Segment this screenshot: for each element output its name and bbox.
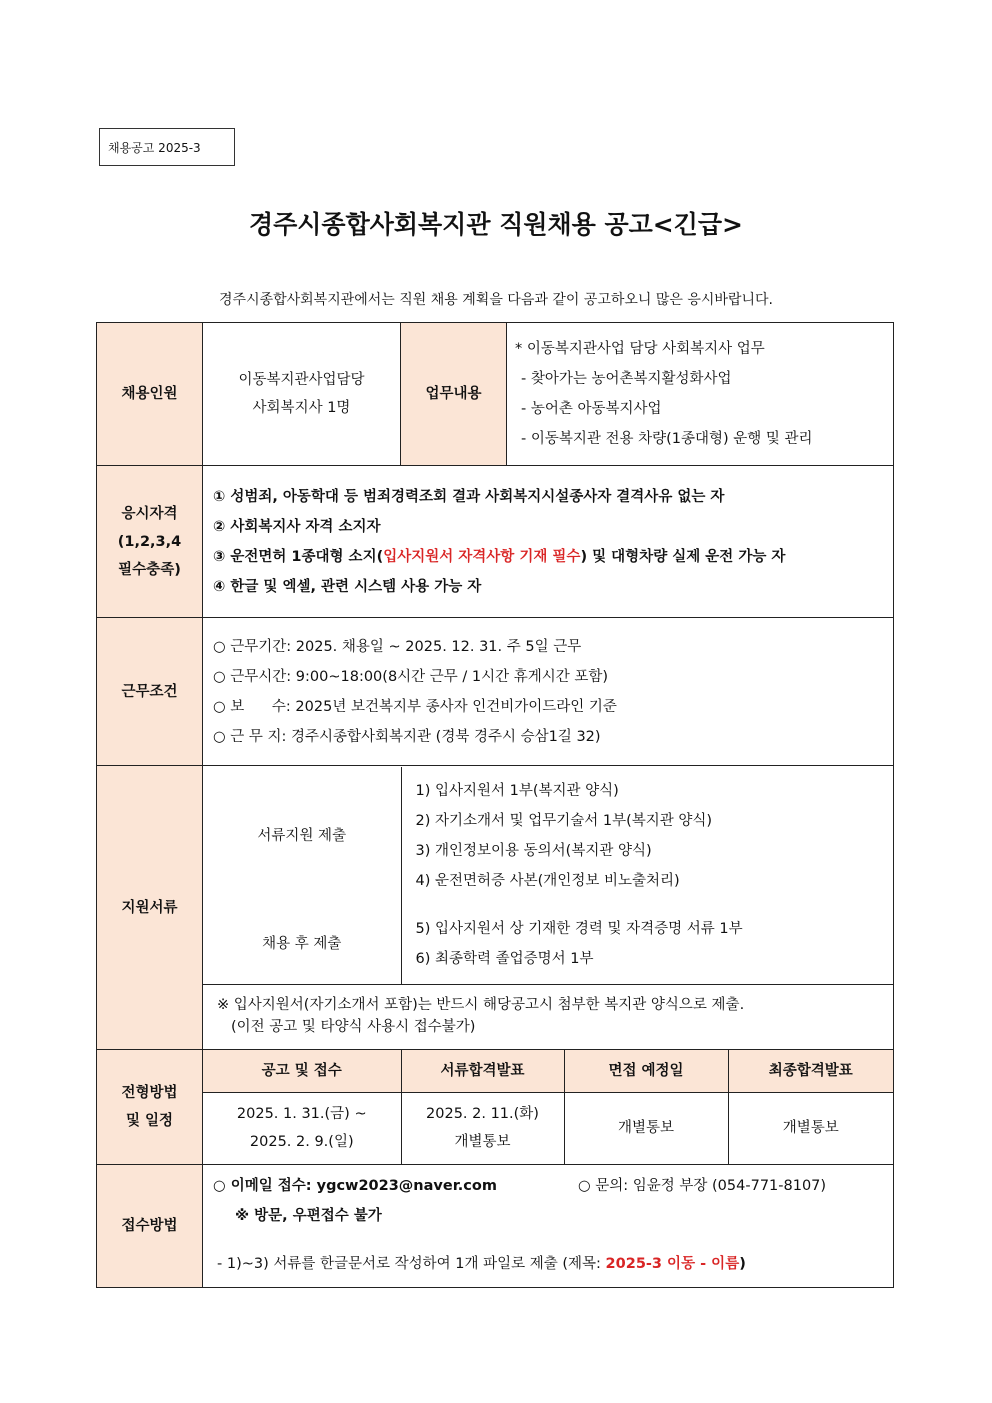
documents-content [203, 766, 894, 1050]
apply-instruction-title: 2025-3 이동 - 이름 [605, 1255, 740, 1272]
documents-note-line2: (이전 공고 및 타양식 사용시 접수불가) [231, 1019, 476, 1036]
condition-item: ○ 보 수: 2025년 보건복지부 종사자 인건비가이드라인 기준 [213, 698, 617, 715]
qualification-item-3-required: 입사지원서 자격사항 기재 필수 [383, 548, 581, 565]
recruit-row [97, 323, 894, 466]
recruit-label: 채용인원 [97, 323, 203, 466]
schedule-header: 서류합격발표 [401, 1050, 564, 1092]
condition-item: ○ 근 무 지: 경주시종합사회복지관 (경북 경주시 승삼1길 32) [213, 728, 601, 745]
doc-submit-list [401, 767, 893, 904]
posting-period-line2: 2025. 2. 9.(일) [249, 1134, 354, 1151]
condition-item: ○ 근무시간: 9:00~18:00(8시간 근무 / 1시간 휴게시간 포함) [213, 668, 609, 685]
apply-instruction [203, 1237, 893, 1287]
schedule-label-line1: 전형방법 [121, 1085, 178, 1101]
documents-note-line1: ※ 입사지원서(자기소개서 포함)는 반드시 해당공고시 첨부한 복지관 양식으로 제출. [217, 997, 745, 1014]
doc-result-line1: 2025. 2. 11.(화) [426, 1106, 539, 1123]
position-line2: 사회복지사 1명 [252, 400, 351, 416]
doc-item: 2) 자기소개서 및 업무기술서 1부(복지관 양식) [415, 812, 713, 829]
conditions-label: 근무조건 [97, 618, 203, 766]
schedule-cell-final: 개별통보 [782, 1120, 839, 1137]
schedule-label-line2: 및 일정 [125, 1113, 174, 1129]
qualification-row [97, 466, 894, 618]
recruitment-table [96, 322, 894, 1288]
schedule-cell-doc-result [401, 1092, 564, 1164]
duty-label: 업무내용 [401, 323, 507, 466]
duty-item: - 농어촌 아동복지사업 [521, 401, 662, 417]
intro-text: 경주시종합사회복지관에서는 직원 채용 계획을 다음과 같이 공고하오니 많은 응시바랍니다. [219, 292, 773, 308]
conditions-list [203, 618, 894, 766]
conditions-row [97, 618, 894, 766]
after-item: 6) 최종학력 졸업증명서 1부 [415, 950, 594, 967]
after-hire-list [401, 904, 893, 984]
schedule-cell-interview: 개별통보 [564, 1092, 728, 1164]
qualification-label-line3: 필수충족) [118, 561, 181, 578]
qualification-item-4: ④ 한글 및 엑셀, 관련 시스템 사용 가능 자 [213, 578, 482, 595]
documents-row [97, 766, 894, 1050]
recruit-position [203, 323, 401, 466]
doc-submit-label: 서류지원 제출 [203, 767, 401, 904]
condition-item: ○ 근무기간: 2025. 채용일 ~ 2025. 12. 31. 주 5일 근무 [213, 638, 582, 655]
schedule-cell-posting [203, 1092, 401, 1164]
after-hire-label: 채용 후 제출 [203, 904, 401, 984]
schedule-header: 최종합격발표 [728, 1050, 893, 1092]
qualification-item-1: ① 성범죄, 아동학대 등 범죄경력조회 결과 사회복지시설종사자 결격사유 없는 자 [213, 488, 725, 505]
qualification-item-3 [213, 542, 892, 572]
schedule-content [203, 1050, 894, 1165]
apply-top [203, 1165, 893, 1237]
schedule-header: 공고 및 접수 [203, 1050, 401, 1092]
qualification-item-3-pre: ③ 운전면허 1종대형 소지( [213, 548, 384, 565]
apply-email: ○ 이메일 접수: ygcw2023@naver.com [213, 1178, 497, 1194]
documents-label: 지원서류 [97, 766, 203, 1050]
apply-content [203, 1165, 894, 1288]
schedule-label [97, 1050, 203, 1165]
position-line1: 이동복지관사업담당 [238, 372, 365, 388]
schedule-header: 면접 예정일 [564, 1050, 728, 1092]
qualification-list [203, 466, 894, 618]
duty-item: - 이동복지관 전용 차량(1종대형) 운행 및 관리 [521, 431, 813, 447]
apply-contact: ○ 문의: 임윤정 부장 (054-771-8107) [578, 1178, 827, 1194]
schedule-row [97, 1050, 894, 1165]
apply-row [97, 1165, 894, 1288]
apply-label: 접수방법 [97, 1165, 203, 1288]
notice-number: 채용공고 2025-3 [99, 128, 235, 166]
duty-item: * 이동복지관사업 담당 사회복지사 업무 [515, 341, 765, 357]
doc-item: 3) 개인정보이용 동의서(복지관 양식) [415, 842, 652, 859]
schedule-table [203, 1050, 893, 1164]
qualification-label [97, 466, 203, 618]
after-item: 5) 입사지원서 상 기재한 경력 및 자격증명 서류 1부 [415, 920, 743, 937]
qualification-label-line2: (1,2,3,4 [117, 533, 182, 550]
apply-no-visit: ※ 방문, 우편접수 불가 [235, 1208, 382, 1224]
apply-instruction-post: ) [739, 1255, 746, 1272]
documents-inner-table [203, 767, 893, 1048]
apply-inner-table [203, 1165, 893, 1287]
qualification-label-line1: 응시자격 [121, 505, 178, 522]
documents-note [203, 984, 893, 1048]
posting-period-line1: 2025. 1. 31.(금) ~ [236, 1106, 367, 1123]
qualification-item-2: ② 사회복지사 자격 소지자 [213, 518, 381, 535]
apply-instruction-pre: - 1)~3) 서류를 한글문서로 작성하여 1개 파일로 제출 (제목: [217, 1255, 606, 1272]
duty-list [507, 323, 894, 466]
doc-item: 4) 운전면허증 사본(개인정보 비노출처리) [415, 872, 680, 889]
doc-result-line2: 개별통보 [454, 1134, 511, 1151]
qualification-item-3-post: ) 및 대형차량 실제 운전 가능 자 [580, 548, 786, 565]
page-title: 경주시종합사회복지관 직원채용 공고<긴급> [248, 210, 743, 239]
doc-item: 1) 입사지원서 1부(복지관 양식) [415, 782, 619, 799]
duty-item: - 찾아가는 농어촌복지활성화사업 [521, 371, 732, 387]
